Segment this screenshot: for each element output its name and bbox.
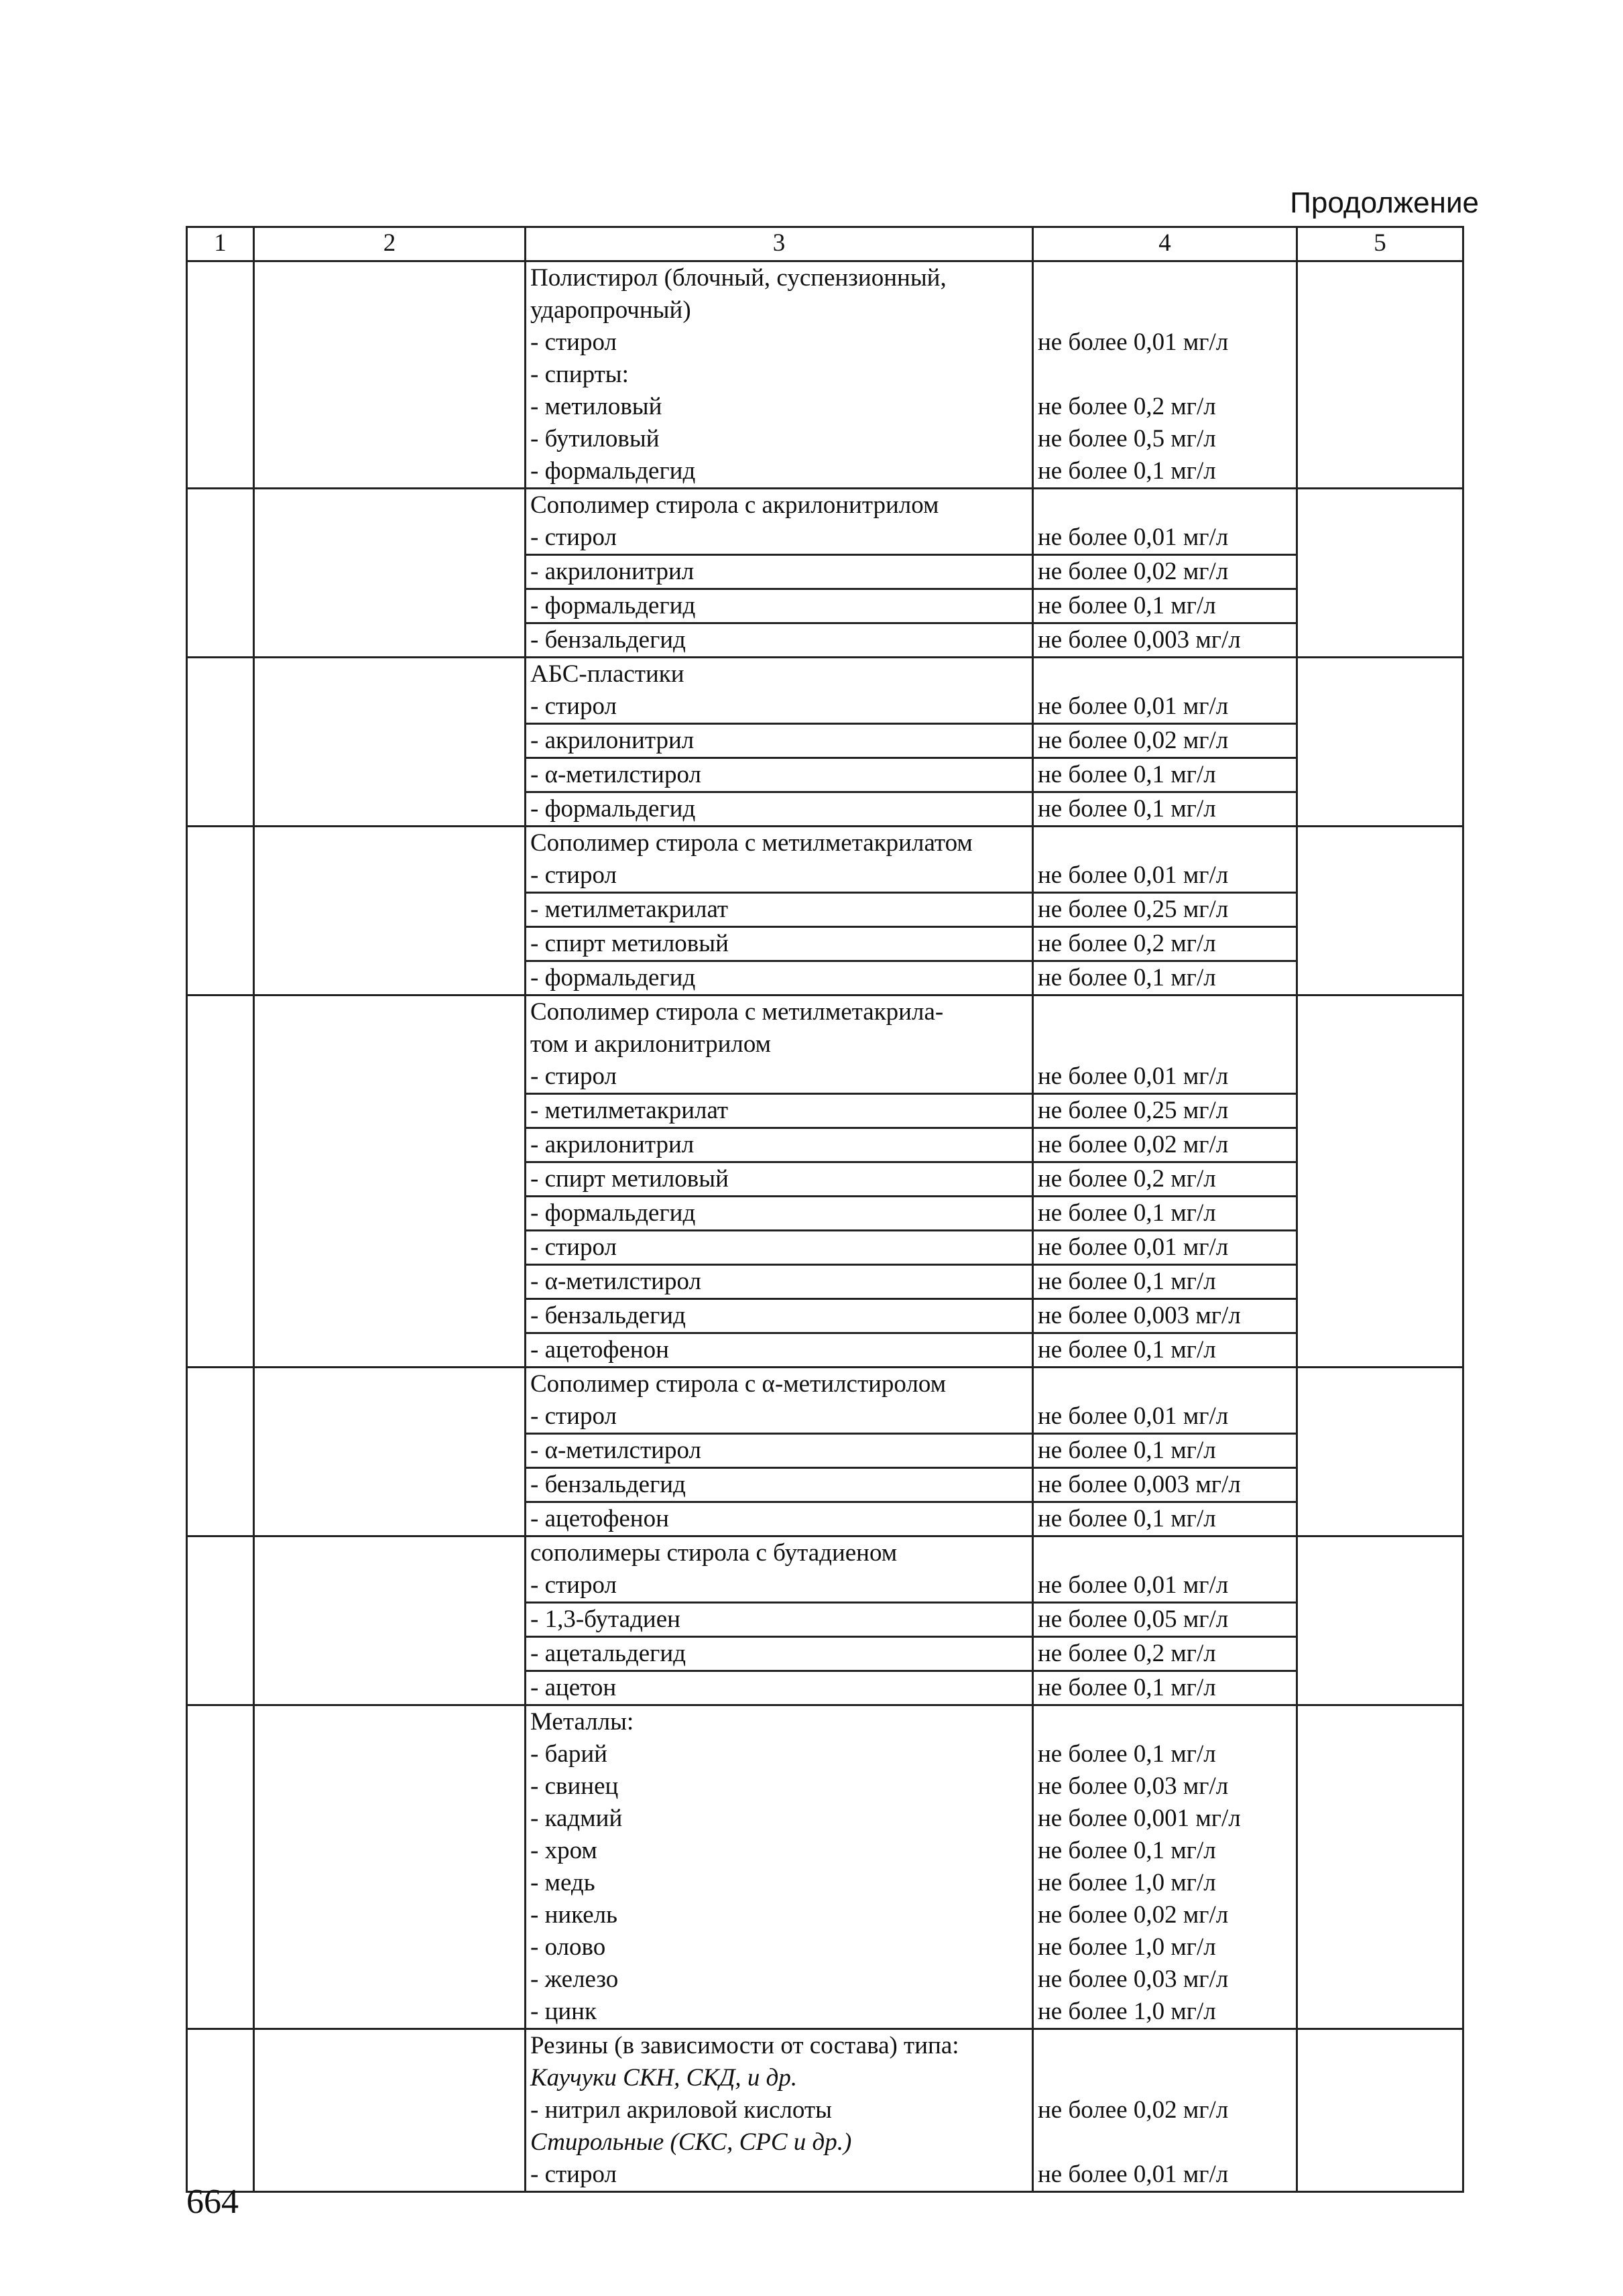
column-header: 1	[187, 227, 254, 261]
cell-substance	[526, 261, 1033, 489]
substance-name: - цинк	[530, 1998, 597, 2025]
substance-name: - бензальдегид	[526, 1300, 1032, 1334]
group-title: ударопрочный)	[530, 296, 691, 324]
limit-value: не более 0,5 мг/л	[1038, 425, 1216, 452]
limit-value: не более 0,01 мг/л	[1034, 1061, 1296, 1095]
limit-value: не более 0,1 мг/л	[1038, 1837, 1216, 1864]
limit-value: не более 0,2 мг/л	[1034, 1163, 1296, 1197]
cell-col5	[1297, 995, 1463, 1368]
substance-name: - нитрил акриловой кислоты	[530, 2096, 832, 2124]
limit-value: не более 0,02 мг/л	[1038, 1901, 1229, 1929]
blank-line	[1034, 2030, 1296, 2062]
limit-value: не более 0,1 мг/л	[1034, 1435, 1296, 1469]
limit-value	[1034, 359, 1296, 391]
cell-limit	[1033, 1536, 1297, 1705]
substance-name: - свинец	[530, 1772, 619, 1800]
substance-name: - α-метилстирол	[526, 1266, 1032, 1300]
substance-name: - формальдегид	[530, 795, 696, 823]
limit-value: не более 1,0 мг/л	[1038, 1869, 1216, 1896]
limit-value: не более 0,003 мг/л	[1034, 1469, 1296, 1503]
cell-col2	[254, 1368, 526, 1536]
cell-col1	[187, 995, 254, 1368]
substance-name: - формальдегид	[530, 457, 696, 485]
cell-col5	[1297, 2029, 1463, 2192]
substance-name: - ацетальдегид	[526, 1638, 1032, 1672]
limit-value: не более 0,003 мг/л	[1034, 1300, 1296, 1334]
cell-limit	[1033, 995, 1297, 1368]
blank-line	[1034, 294, 1296, 326]
substance-name: - формальдегид	[526, 590, 1032, 624]
group-title: Резины (в зависимости от состава) типа:	[530, 2032, 959, 2059]
substance-name: - α-метилстирол	[526, 1435, 1032, 1469]
table-group-row	[187, 1536, 1463, 1705]
requirements-table	[186, 226, 1464, 2193]
limit-value: не более 0,01 мг/л	[1038, 328, 1229, 356]
substance-name: - акрилонитрил	[526, 556, 1032, 590]
cell-col2	[254, 1536, 526, 1705]
cell-col1	[187, 489, 254, 658]
cell-col1	[187, 827, 254, 995]
limit-value: не более 0,01 мг/л	[1034, 1400, 1296, 1435]
cell-substance	[526, 658, 1033, 827]
cell-col5	[1297, 658, 1463, 827]
substance-name: - барий	[530, 1740, 607, 1768]
substance-name: - формальдегид	[526, 1197, 1032, 1231]
substance-name: Стирольные (СКС, СРС и др.)	[530, 2128, 852, 2156]
substance-name: - медь	[530, 1869, 595, 1896]
cell-col2	[254, 489, 526, 658]
blank-line	[1034, 1028, 1296, 1061]
limit-value: не более 0,1 мг/л	[1038, 964, 1216, 991]
limit-value: не более 0,01 мг/л	[1034, 522, 1296, 556]
table-header-row	[187, 227, 1463, 261]
limit-value: не более 0,1 мг/л	[1038, 1740, 1216, 1768]
table-group-row	[187, 995, 1463, 1368]
substance-name: - бензальдегид	[530, 626, 686, 654]
cell-col1	[187, 1536, 254, 1705]
group-title: Сополимер стирола с метилметакрила-	[530, 998, 944, 1026]
blank-line	[1034, 1706, 1296, 1738]
limit-value: не более 1,0 мг/л	[1038, 1998, 1216, 2025]
group-title: сополимеры стирола с бутадиеном	[530, 1539, 898, 1567]
substance-name: - железо	[530, 1966, 619, 1993]
limit-value: не более 0,02 мг/л	[1038, 2096, 1229, 2124]
substance-name: - ацетофенон	[530, 1505, 669, 1532]
substance-name: - бензальдегид	[526, 1469, 1032, 1503]
substance-name: - никель	[530, 1901, 617, 1929]
substance-name: - ацетон	[530, 1674, 617, 1701]
limit-value: не более 0,003 мг/л	[1038, 626, 1241, 654]
group-title: Сополимер стирола с акрилонитрилом	[530, 491, 939, 519]
substance-name: - стирол	[526, 859, 1032, 894]
column-header: 2	[254, 227, 526, 261]
substance-name: - спирты:	[530, 361, 629, 388]
cell-substance	[526, 1705, 1033, 2029]
limit-value	[1034, 2062, 1296, 2094]
cell-limit	[1033, 261, 1297, 489]
continuation-heading: Продолжение	[1290, 186, 1479, 219]
limit-value: не более 0,2 мг/л	[1034, 928, 1296, 962]
limit-value: не более 1,0 мг/л	[1038, 1933, 1216, 1961]
cell-col5	[1297, 1705, 1463, 2029]
limit-value: не более 0,01 мг/л	[1034, 1231, 1296, 1266]
substance-name: - стирол	[530, 2161, 617, 2188]
cell-col2	[254, 2029, 526, 2192]
limit-value: не более 0,25 мг/л	[1034, 894, 1296, 928]
substance-name: - бутиловый	[530, 425, 660, 452]
substance-name: - стирол	[526, 690, 1032, 725]
limit-value: не более 0,1 мг/л	[1038, 795, 1216, 823]
group-title: том и акрилонитрилом	[530, 1030, 772, 1058]
cell-substance	[526, 827, 1033, 995]
table-group-row	[187, 1368, 1463, 1536]
substance-name: - стирол	[526, 1400, 1032, 1435]
limit-value: не более 0,1 мг/л	[1038, 1505, 1216, 1532]
blank-line	[1034, 262, 1296, 294]
substance-name: - формальдегид	[530, 964, 696, 991]
limit-value: не более 0,1 мг/л	[1038, 457, 1216, 485]
limit-value: не более 0,01 мг/л	[1034, 690, 1296, 725]
cell-substance	[526, 2029, 1033, 2192]
group-title: Сополимер стирола с α-метилстиролом	[530, 1370, 947, 1398]
limit-value: не более 0,1 мг/л	[1034, 1197, 1296, 1231]
substance-name: - α-метилстирол	[526, 759, 1032, 793]
cell-col2	[254, 827, 526, 995]
limit-value: не более 0,1 мг/л	[1038, 1674, 1216, 1701]
substance-name: - метиловый	[530, 393, 662, 420]
cell-limit	[1033, 2029, 1297, 2192]
limit-value: не более 0,01 мг/л	[1038, 2161, 1229, 2188]
limit-value: не более 0,25 мг/л	[1034, 1095, 1296, 1129]
substance-name: - акрилонитрил	[526, 725, 1032, 759]
cell-col2	[254, 1705, 526, 2029]
limit-value: не более 0,2 мг/л	[1038, 393, 1216, 420]
cell-col5	[1297, 489, 1463, 658]
cell-limit	[1033, 827, 1297, 995]
cell-limit	[1033, 658, 1297, 827]
cell-substance	[526, 489, 1033, 658]
cell-col1	[187, 658, 254, 827]
substance-name: - 1,3-бутадиен	[526, 1604, 1032, 1638]
substance-name: - акрилонитрил	[526, 1129, 1032, 1163]
cell-col5	[1297, 827, 1463, 995]
blank-line	[1034, 658, 1296, 690]
cell-col5	[1297, 261, 1463, 489]
limit-value: не более 0,02 мг/л	[1034, 556, 1296, 590]
cell-col5	[1297, 1536, 1463, 1705]
cell-substance	[526, 1536, 1033, 1705]
cell-col2	[254, 658, 526, 827]
substance-name: - стирол	[526, 522, 1032, 556]
blank-line	[1034, 996, 1296, 1028]
cell-substance	[526, 995, 1033, 1368]
column-header: 4	[1033, 227, 1297, 261]
cell-col5	[1297, 1368, 1463, 1536]
substance-name: - хром	[530, 1837, 597, 1864]
limit-value: не более 0,03 мг/л	[1038, 1966, 1229, 1993]
substance-name: - ацетофенон	[530, 1336, 669, 1364]
substance-name: - кадмий	[530, 1805, 623, 1832]
column-header: 5	[1297, 227, 1463, 261]
substance-name: - стирол	[530, 328, 617, 356]
group-title: Сополимер стирола с метилметакрилатом	[530, 829, 973, 857]
limit-value: не более 0,2 мг/л	[1034, 1638, 1296, 1672]
column-header: 3	[526, 227, 1033, 261]
cell-col1	[187, 1705, 254, 2029]
limit-value: не более 0,01 мг/л	[1034, 859, 1296, 894]
limit-value: не более 0,02 мг/л	[1034, 1129, 1296, 1163]
table-group-row	[187, 827, 1463, 995]
blank-line	[1034, 827, 1296, 859]
blank-line	[1034, 1537, 1296, 1569]
limit-value: не более 0,05 мг/л	[1034, 1604, 1296, 1638]
substance-name: - метилметакрилат	[526, 1095, 1032, 1129]
table-group-row	[187, 261, 1463, 489]
substance-name: - олово	[530, 1933, 606, 1961]
substance-name: - стирол	[526, 1061, 1032, 1095]
limit-value: не более 0,001 мг/л	[1038, 1805, 1241, 1832]
cell-limit	[1033, 1705, 1297, 2029]
blank-line	[1034, 1368, 1296, 1400]
limit-value: не более 0,03 мг/л	[1038, 1772, 1229, 1800]
cell-col1	[187, 1368, 254, 1536]
table-group-row	[187, 2029, 1463, 2192]
substance-name: - спирт метиловый	[526, 928, 1032, 962]
limit-value	[1034, 2126, 1296, 2159]
cell-col1	[187, 261, 254, 489]
blank-line	[1034, 489, 1296, 522]
page-number: 664	[186, 2183, 239, 2221]
limit-value: не более 0,01 мг/л	[1034, 1569, 1296, 1604]
limit-value: не более 0,1 мг/л	[1034, 590, 1296, 624]
substance-name: Каучуки СКН, СКД, и др.	[530, 2064, 798, 2092]
limit-value: не более 0,1 мг/л	[1034, 1266, 1296, 1300]
group-title: Полистирол (блочный, суспензионный,	[530, 264, 947, 292]
limit-value: не более 0,02 мг/л	[1034, 725, 1296, 759]
cell-substance	[526, 1368, 1033, 1536]
group-title: АБС-пластики	[530, 660, 684, 688]
limit-value: не более 0,1 мг/л	[1034, 759, 1296, 793]
table-group-row	[187, 489, 1463, 658]
cell-col1	[187, 2029, 254, 2192]
cell-col2	[254, 261, 526, 489]
limit-value: не более 0,1 мг/л	[1038, 1336, 1216, 1364]
substance-name: - стирол	[526, 1569, 1032, 1604]
cell-limit	[1033, 489, 1297, 658]
substance-name: - стирол	[526, 1231, 1032, 1266]
cell-limit	[1033, 1368, 1297, 1536]
substance-name: - метилметакрилат	[526, 894, 1032, 928]
table-group-row	[187, 1705, 1463, 2029]
cell-col2	[254, 995, 526, 1368]
substance-name: - спирт метиловый	[526, 1163, 1032, 1197]
table-group-row	[187, 658, 1463, 827]
group-title: Металлы:	[530, 1708, 634, 1736]
